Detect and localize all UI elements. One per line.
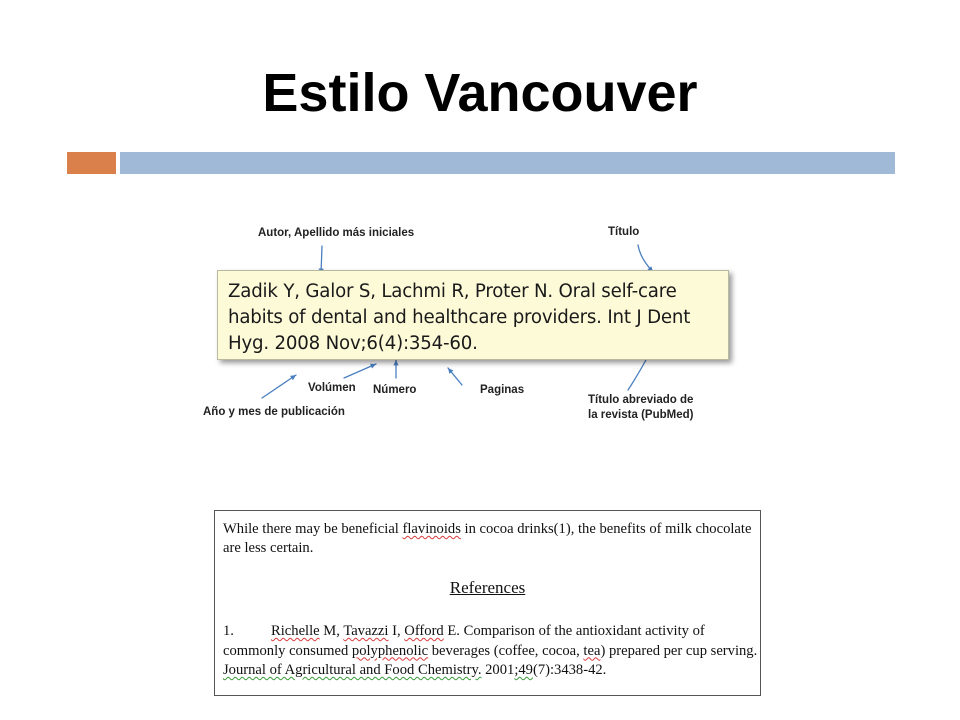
title-accent-bar xyxy=(67,152,116,174)
citation-text: Zadik Y, Galor S, Lachmi R, Proter N. Oral self-care habits of dental and healthcare providers. Int J Dent Hyg. 2008 Nov;6(4):354-60. xyxy=(228,281,691,354)
reference-number: 1. xyxy=(223,623,234,639)
title-underline-bar xyxy=(120,152,895,174)
label-author: Autor, Apellido más iniciales xyxy=(258,227,415,239)
label-number: Número xyxy=(373,384,417,396)
label-journal-abbrev-line2: la revista (PubMed) xyxy=(588,409,694,421)
label-volume: Volúmen xyxy=(308,382,356,394)
label-pages: Paginas xyxy=(480,384,525,396)
slide-title: Estilo Vancouver xyxy=(262,63,698,123)
references-heading: References xyxy=(449,578,526,597)
reference-item: 1. Richelle M, Tavazzi I, Offord E. Comparison of the antioxidant activity of commonly consumed polyphenolic beverages (coffee, cocoa, tea) prepared per cup serving. Journal of Agricultural and Food Chemistry. 2001;49(7):3438-42. xyxy=(223,623,758,678)
label-journal-abbrev-line1: Título abreviado de xyxy=(588,394,694,406)
citation-box xyxy=(217,270,729,360)
document-paragraph: While there may be beneficial flavinoids in cocoa drinks(1), the benefits of milk chocolate are less certain. xyxy=(223,521,752,556)
document-example xyxy=(214,510,761,696)
label-year-month: Año y mes de publicación xyxy=(203,406,345,418)
spellcheck-word: flavinoids xyxy=(402,521,461,537)
label-title: Título xyxy=(608,226,640,238)
